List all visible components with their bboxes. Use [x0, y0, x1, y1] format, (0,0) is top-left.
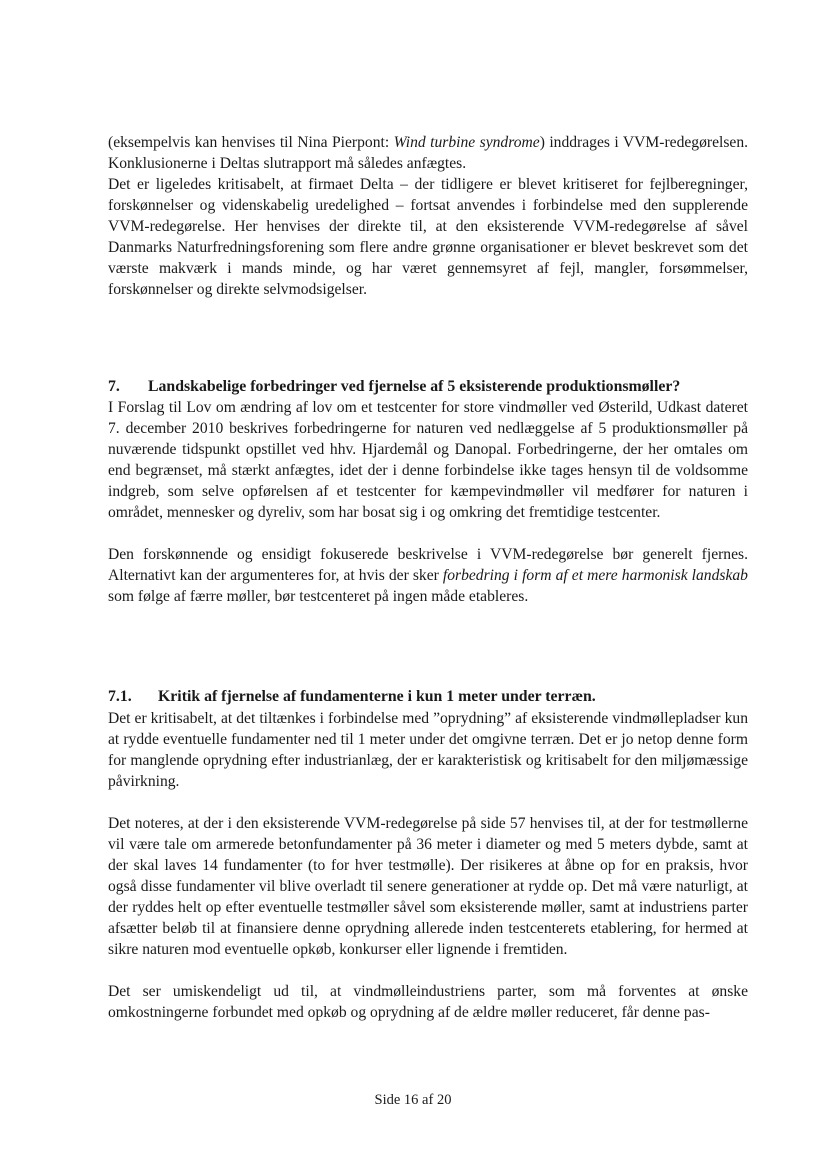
italic-phrase: forbedring i form af et mere harmonisk landskab	[442, 567, 748, 584]
intro-section	[108, 132, 748, 300]
section-7-body	[108, 397, 748, 607]
paragraph-text: Den forskønnende og ensidigt fokuserede beskrivelse i VVM-redegørelse bør generelt fjernes. Alternativt kan der argumenteres for, at hvis der sker	[108, 546, 748, 584]
intro-paragraph-2: Det er ligeledes kritisabelt, at firmaet Delta – der tidligere er blevet kritiseret for fejlberegninger, forskønnelser og videnskabelig uredelighed – fortsat anvendes i forbindelse med den supplerende VVM-redegørelse. Her henvises der direkte til, at den eksisterende VVM-redegørelse af såvel Danmarks Naturfredningsforening som flere andre grønne organisationer er blevet beskrevet som det værste makværk i mands minde, og har været gennemsyret af fejl, mangler, forsømmelser, forskønnelser og direkte selvmodsigelser.	[108, 176, 748, 298]
section-7-paragraph-1: I Forslag til Lov om ændring af lov om et testcenter for store vindmøller ved Østerild, Udkast dateret 7. december 2010 beskrives forbedringerne for naturen ved nedlæggelse af 5 produktionsmøller på nuværende tidspunkt opstillet ved hhv. Hjardemål og Danopal. Forbedringerne, der her omtales om end begrænset, må stærkt anfægtes, idet der i denne forbindelse ikke tages hensyn til de voldsomme indgreb, som selve opførelsen af et testcenter for kæmpevindmøller vil medfører for naturen i området, mennesker og dyreliv, som har bosat sig i og omkring det fremtidige testcenter.	[108, 399, 748, 521]
section-title: Landskabelige forbedringer ved fjernelse af 5 eksisterende produktionsmøller?	[148, 378, 681, 395]
intro-text: (eksempelvis kan henvises til Nina Pierpont:	[108, 134, 394, 151]
section-7-1-paragraph-3: Det ser umiskendeligt ud til, at vindmølleindustriens parter, som må forventes at ønske omkostningerne forbundet med opkøb og oprydning af de ældre møller reduceret, får denne pas-	[108, 983, 748, 1021]
section-number: 7.	[108, 378, 120, 395]
section-7-1-paragraph-1: Det er kritisabelt, at det tiltænkes i forbindelse med ”oprydning” af eksisterende vindmøllepladser kun at rydde eventuelle fundamenter ned til 1 meter under det omgivne terræn. Det er jo netop denne form for manglende oprydning efter industrianlæg, der er karakteristisk og kritisabelt for den miljømæssige påvirkning.	[108, 710, 748, 790]
paragraph-text-cont: som følge af færre møller, bør testcenteret på ingen måde etableres.	[108, 588, 529, 605]
cited-title: Wind turbine syndrome	[393, 134, 540, 151]
page-number: Side 16 af 20	[374, 1092, 452, 1108]
section-7-1-paragraph-2: Det noteres, at der i den eksisterende VVM-redegørelse på side 57 henvises til, at der for testmøllerne vil være tale om armerede betonfundamenter på 36 meter i diameter og med 5 meters dybde, samt at der skal laves 14 fundamenter (to for hver testmølle). Der risikeres at åbne op for en praksis, hvor også disse fundamenter vil blive overladt til senere generationer at rydde op. Det må være naturligt, at der ryddes helt op efter eventuelle testmøller såvel som eksisterende møller, samt at industriens parter afsætter beløb til at finansiere denne oprydning allerede inden testcenterets etablering, for hermed at sikre naturen mod eventuelle opkøb, konkurser eller lignende i fremtiden.	[108, 815, 748, 958]
section-7-heading	[108, 376, 758, 397]
section-number: 7.1.	[108, 688, 132, 705]
intro-paragraph-1	[108, 132, 748, 174]
section-7-1-body	[108, 708, 748, 1023]
section-title: Kritik af fjernelse af fundamenterne i kun 1 meter under terræn.	[158, 688, 596, 705]
section-7-paragraph-2	[108, 544, 748, 607]
intro-text-cont: ) inddrages i VVM-redegørelsen. Konklusionerne i Deltas slutrapport må således anfægtes.	[108, 134, 749, 172]
section-7-1-heading	[108, 686, 758, 707]
